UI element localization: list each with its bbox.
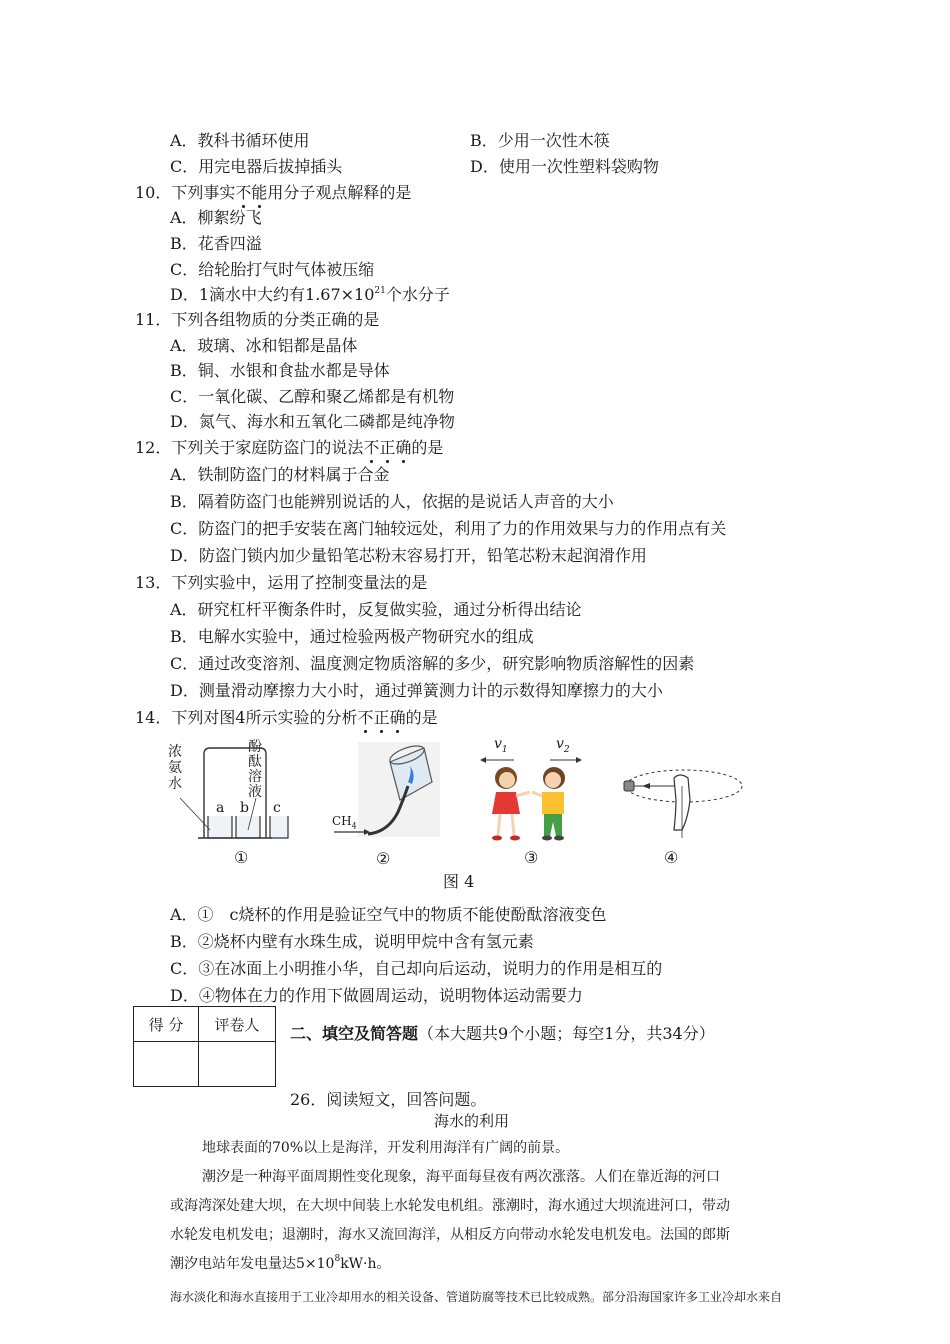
emphasis-char: 不 [357, 708, 374, 727]
q12-stem-pre: 12．下列关于家庭防盗门的说法 [135, 438, 364, 457]
q26-stem: 26．阅读短文，回答问题。 [290, 1090, 487, 1109]
v2-subscript: 2 [563, 744, 570, 755]
panel-1-number: ① [234, 848, 249, 867]
q26-line-4-post: kW·h。 [340, 1256, 391, 1272]
cup-c-label: c [273, 800, 281, 816]
q13-option-b: B．电解水实验中，通过检验两极产物研究水的组成 [170, 627, 534, 646]
q12-stem [135, 438, 443, 458]
q12-option-d: D．防盗门锁内加少量铅笔芯粉末容易打开，铅笔芯粉末起润滑作用 [170, 546, 647, 565]
q13-option-a: A．研究杠杆平衡条件时，反复做实验，通过分析得出结论 [170, 600, 582, 619]
q10-option-c: C．给轮胎打气时气体被压缩 [170, 260, 375, 279]
cup-b-label: b [240, 800, 249, 816]
figure4-panel-4 [618, 748, 748, 870]
q10-emphasis-text [235, 183, 267, 202]
q12-option-a: A．铁制防盗门的材料属于合金 [170, 465, 390, 484]
q13-stem: 13．下列实验中，运用了控制变量法的是 [135, 573, 428, 592]
q12-option-b: B．隔着防盗门也能辨别说话的人，依据的是说话人声音的大小 [170, 492, 614, 511]
q11-option-b: B．铜、水银和食盐水都是导体 [170, 361, 390, 380]
q10-stem-pre: 10．下列事实 [135, 183, 236, 202]
q14-option-d: D．④物体在力的作用下做圆周运动，说明物体运动需要力 [170, 986, 583, 1005]
section2-note: （本大题共9个小题；每空1分，共34分） [418, 1024, 715, 1043]
phenol-char-2: 酞 [248, 754, 262, 770]
q26-paragraph-3: 海水淡化和海水直接用于工业冷却用水的相关设备、管道防腐等技术已比较成熟。部分沿海国家许多工业冷却水来自 [170, 1290, 783, 1304]
q10-stem-post: 用分子观点解释的是 [267, 183, 412, 202]
q14-option-a: A．① c烧杯的作用是验证空气中的物质不能使酚酞溶液变色 [170, 905, 607, 924]
panel-4-number: ④ [664, 848, 679, 867]
ch4-label [332, 814, 357, 830]
q26-paragraph-2-line-3: 水轮发电机发电；退潮时，海水又流回海洋，从相反方向带动水轮发电机发电。法国的郎斯 [170, 1227, 730, 1243]
ch4-subscript: 4 [351, 821, 357, 831]
q13-option-c: C．通过改变溶剂、温度测定物质溶解的多少，研究影响物质溶解性的因素 [170, 654, 695, 673]
phenol-char-1: 酚 [248, 739, 262, 755]
figure4-panel-2 [328, 742, 440, 872]
emphasis-char: 不 [235, 183, 252, 202]
score-header: 得 分 [134, 1007, 199, 1042]
section2-heading [290, 1024, 715, 1044]
emphasis-char: 不 [363, 438, 380, 457]
figure4-caption: 图 4 [443, 872, 475, 891]
q11-stem: 11．下列各组物质的分类正确的是 [135, 310, 380, 329]
q14-stem-pre: 14．下列对图4所示实验的分析 [135, 708, 358, 727]
emphasis-char: 确 [395, 438, 412, 457]
q11-option-d: D．氮气、海水和五氧化二磷都是纯净物 [170, 412, 455, 431]
circular-motion-drawing [618, 748, 748, 844]
q12-emphasis-text [363, 438, 411, 457]
q9-option-b: B．少用一次性木筷 [470, 131, 610, 150]
ch4-text: CH [332, 814, 352, 828]
grader-header: 评卷人 [199, 1007, 276, 1042]
q11-option-a: A．玻璃、冰和铝都是晶体 [170, 336, 358, 355]
cup-a-label: a [216, 800, 225, 816]
v2-text: v [556, 736, 564, 752]
q26-paragraph-2-line-4 [170, 1254, 391, 1274]
q10-stem [135, 183, 411, 203]
beaker-setup-drawing [160, 738, 300, 848]
q26-passage-title: 海水的利用 [434, 1112, 510, 1130]
q12-option-c: C．防盗门的把手安装在离门轴较远处，利用了力的作用效果与力的作用点有关 [170, 519, 727, 538]
q14-option-b: B．②烧杯内壁有水珠生成，说明甲烷中含有氢元素 [170, 932, 534, 951]
q10-option-a: A．柳絮纷飞 [170, 208, 262, 227]
q9-option-d: D．使用一次性塑料袋购物 [470, 157, 659, 176]
score-cell[interactable] [134, 1042, 199, 1087]
q26-line-4-pre: 潮汐电站年发电量达5×10 [170, 1256, 335, 1272]
q13-option-d: D．测量滑动摩擦力大小时，通过弹簧测力计的示数得知摩擦力的大小 [170, 681, 663, 700]
q10-option-d [170, 285, 450, 305]
section2-title: 二、填空及简答题 [290, 1024, 419, 1043]
kids-on-ice-drawing [478, 736, 588, 846]
q14-option-c: C．③在冰面上小明推小华，自己却向后运动，说明力的作用是相互的 [170, 959, 663, 978]
emphasis-char: 正 [379, 438, 396, 457]
figure4-panel-3 [478, 736, 588, 870]
ammonia-char-1: 浓 [168, 744, 182, 760]
phenol-char-4: 液 [248, 784, 262, 800]
q26-line-4-exponent: 8 [334, 1254, 341, 1264]
v1-text: v [494, 736, 502, 752]
q26-paragraph-2-line-1: 潮汐是一种海平面周期性变化现象，海平面每昼夜有两次涨落。人们在靠近海的河口 [202, 1169, 720, 1185]
q10-option-d-exponent: 21 [374, 286, 386, 296]
q10-option-d-post: 个水分子 [385, 285, 450, 304]
emphasis-char: 能 [251, 183, 268, 202]
figure4-panel-1 [160, 738, 300, 868]
panel-3-number: ③ [524, 848, 539, 867]
q14-stem-post: 的是 [405, 708, 438, 727]
panel-2-number: ② [376, 849, 391, 868]
q10-option-d-pre: D．1滴水中大约有1.67×10 [170, 285, 375, 304]
q10-emphasis [235, 183, 267, 202]
ammonia-char-3: 水 [168, 776, 182, 792]
phenol-char-3: 溶 [248, 769, 262, 785]
score-table [133, 1006, 276, 1087]
q26-paragraph-2-line-2: 或海湾深处建大坝，在大坝中间装上水轮发电机组。涨潮时，海水通过大坝流进河口，带动 [170, 1198, 730, 1214]
q9-option-a: A．教科书循环使用 [170, 131, 310, 150]
q9-option-c: C．用完电器后拔掉插头 [170, 157, 343, 176]
emphasis-char: 确 [389, 708, 406, 727]
v1-subscript: 1 [501, 744, 508, 755]
ammonia-char-2: 氨 [168, 760, 182, 776]
q14-stem [135, 708, 438, 728]
grader-cell[interactable] [199, 1042, 276, 1087]
emphasis-char: 正 [373, 708, 390, 727]
q26-paragraph-1: 地球表面的70%以上是海洋，开发利用海洋有广阔的前景。 [202, 1140, 570, 1156]
q10-option-b: B．花香四溢 [170, 234, 262, 253]
q11-option-c: C．一氧化碳、乙醇和聚乙烯都是有机物 [170, 387, 455, 406]
q14-emphasis-text [358, 708, 406, 727]
q12-stem-post: 的是 [411, 438, 444, 457]
